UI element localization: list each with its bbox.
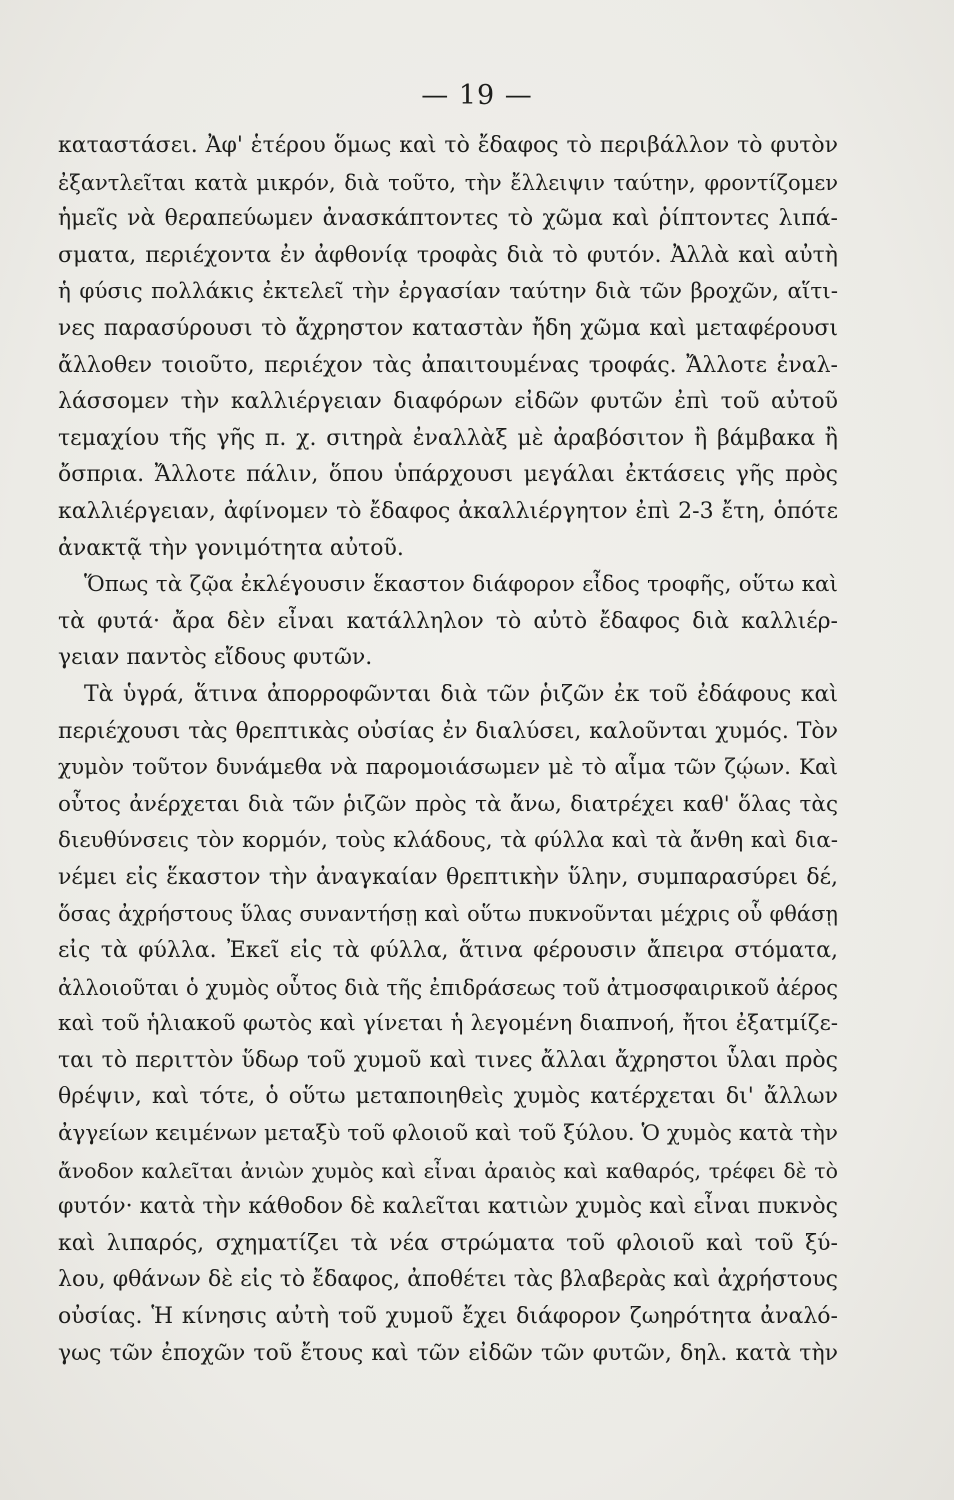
text-line: ται τὸ περιττὸν ὕδωρ τοῦ χυμοῦ καὶ τινες ἄλλαι ἄχρηστοι ὗλαι πρὸς: [58, 1047, 838, 1073]
text-line: Ὅπως τὰ ζῷα ἐκλέγουσιν ἕκαστον διάφορον εἶδος τροφῆς, οὕτω καὶ: [84, 572, 838, 598]
text-line: σματα, περιέχοντα ἐν ἀφθονίᾳ τροφὰς διὰ τὸ φυτόν. Ἀλλὰ καὶ αὐτὴ: [58, 242, 838, 268]
text-line: γως τῶν ἐποχῶν τοῦ ἔτους καὶ τῶν εἰδῶν τῶν φυτῶν, δηλ. κατὰ τὴν: [58, 1340, 838, 1366]
text-line: ὅσας ἀχρήστους ὕλας συναντήσῃ καὶ οὕτω πυκνοῦνται μέχρις οὗ φθάσῃ: [58, 902, 838, 927]
text-line: εἰς τὰ φύλλα. Ἐκεῖ εἰς τὰ φύλλα, ἅτινα φέρουσιν ἄπειρα στόματα,: [58, 938, 838, 964]
text-line: γειαν παντὸς εἴδους φυτῶν.: [58, 645, 373, 671]
text-line: ἄλλοθεν τοιοῦτο, περιέχον τὰς ἀπαιτουμένας τροφάς. Ἄλλοτε ἐναλ-: [58, 352, 838, 378]
text-line: Τὰ ὑγρά, ἅτινα ἀπορροφῶνται διὰ τῶν ῥιζῶν ἐκ τοῦ ἐδάφους καὶ: [84, 681, 838, 707]
text-line: ἀνακτᾷ τὴν γονιμότητα αὐτοῦ.: [58, 535, 404, 561]
text-line: τεμαχίου τῆς γῆς π. χ. σιτηρὰ ἐναλλὰξ μὲ ἀραβόσιτον ἢ βάμβακα ἢ: [58, 425, 838, 451]
text-line: καταστάσει. Ἀφ' ἑτέρου ὅμως καὶ τὸ ἔδαφος τὸ περιβάλλον τὸ φυτὸν: [58, 133, 838, 158]
body-text: [58, 128, 838, 1372]
text-line: οὐσίας. Ἡ κίνησις αὐτὴ τοῦ χυμοῦ ἔχει διάφορον ζωηρότητα ἀναλό-: [58, 1304, 838, 1329]
text-line: καλλιέργειαν, ἀφίνομεν τὸ ἔδαφος ἀκαλλιέργητον ἐπὶ 2-3 ἔτη, ὁπότε: [58, 498, 838, 524]
text-line: ἀλλοιοῦται ὁ χυμὸς οὗτος διὰ τῆς ἐπιδράσεως τοῦ ἀτμοσφαιρικοῦ ἀέρος: [58, 975, 838, 1000]
text-line: νες παρασύρουσι τὸ ἄχρηστον καταστὰν ἤδη χῶμα καὶ μεταφέρουσι: [58, 315, 838, 341]
text-line: φυτόν· κατὰ τὴν κάθοδον δὲ καλεῖται κατιὼν χυμὸς καὶ εἶναι πυκνὸς: [58, 1194, 838, 1220]
page-number: — 19 —: [421, 80, 533, 111]
text-line: ἐξαντλεῖται κατὰ μικρόν, διὰ τοῦτο, τὴν ἔλλειψιν ταύτην, φροντίζομεν: [58, 170, 838, 195]
text-line: καὶ λιπαρός, σχηματίζει τὰ νέα στρώματα τοῦ φλοιοῦ καὶ τοῦ ξύ-: [58, 1230, 838, 1256]
text-line: χυμὸν τοῦτον δυνάμεθα νὰ παρομοιάσωμεν μὲ τὸ αἷμα τῶν ζῴων. Καὶ: [58, 755, 838, 781]
text-line: λου, φθάνων δὲ εἰς τὸ ἔδαφος, ἀποθέτει τὰς βλαβερὰς καὶ ἀχρήστους: [58, 1267, 838, 1293]
text-line: νέμει εἰς ἕκαστον τὴν ἀναγκαίαν θρεπτικὴν ὕλην, συμπαρασύρει δέ,: [58, 864, 838, 890]
text-line: οὗτος ἀνέρχεται διὰ τῶν ῥιζῶν πρὸς τὰ ἄνω, διατρέχει καθ' ὅλας τὰς: [58, 791, 838, 817]
text-line: περιέχουσι τὰς θρεπτικὰς οὐσίας ἐν διαλύσει, καλοῦνται χυμός. Τὸν: [58, 718, 838, 744]
text-line: ἡμεῖς νὰ θεραπεύωμεν ἀνασκάπτοντες τὸ χῶμα καὶ ῥίπτοντες λιπά-: [58, 206, 838, 232]
text-line: διευθύνσεις τὸν κορμόν, τοὺς κλάδους, τὰ φύλλα καὶ τὰ ἄνθη καὶ δια-: [58, 828, 838, 854]
text-line: ἡ φύσις πολλάκις ἐκτελεῖ τὴν ἐργασίαν ταύτην διὰ τῶν βροχῶν, αἵτι-: [58, 279, 838, 305]
text-line: ἄνοδον καλεῖται ἀνιὼν χυμὸς καὶ εἶναι ἀραιὸς καὶ καθαρός, τρέφει δὲ τὸ: [58, 1158, 838, 1183]
text-line: θρέψιν, καὶ τότε, ὁ οὕτω μεταποιηθεὶς χυμὸς κατέρχεται δι' ἄλλων: [58, 1084, 838, 1110]
text-line: ὄσπρια. Ἄλλοτε πάλιν, ὅπου ὑπάρχουσι μεγάλαι ἐκτάσεις γῆς πρὸς: [58, 462, 838, 488]
text-line: ἀγγείων κειμένων μεταξὺ τοῦ φλοιοῦ καὶ τοῦ ξύλου. Ὁ χυμὸς κατὰ τὴν: [58, 1121, 838, 1147]
text-line: καὶ τοῦ ἡλιακοῦ φωτὸς καὶ γίνεται ἡ λεγομένη διαπνοή, ἤτοι ἐξατμίζε-: [58, 1011, 838, 1037]
text-line: λάσσομεν τὴν καλλιέργειαν διαφόρων εἰδῶν φυτῶν ἐπὶ τοῦ αὐτοῦ: [58, 389, 838, 415]
text-line: τὰ φυτά· ἄρα δὲν εἶναι κατάλληλον τὸ αὐτὸ ἔδαφος διὰ καλλιέρ-: [58, 608, 838, 634]
